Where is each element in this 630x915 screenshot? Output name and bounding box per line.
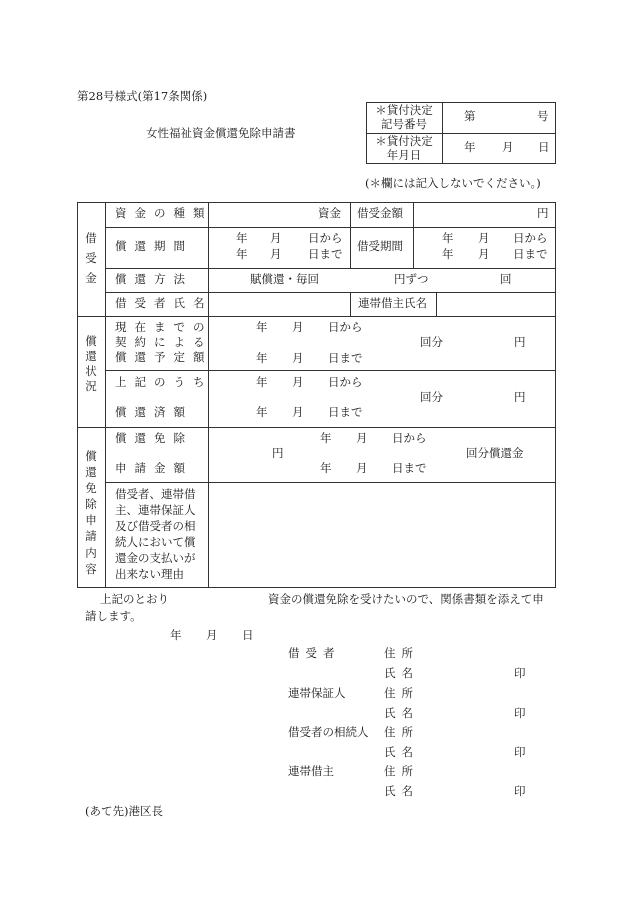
paid-times: 回分 [420,390,443,404]
statement-main: 資金の償還免除を受けたいので、関係書類を添えて申 [268,592,544,606]
name-label: 氏名 [384,784,419,798]
repay-end-day: 日まで [308,247,343,261]
borrow-end-day: 日まで [513,247,548,261]
repay-end-month: 月 [270,247,282,261]
decision-date-label: ＊貸付決定 [375,134,433,148]
decision-date-label-2: 年月日 [386,148,422,162]
repay-method-text: 賦償還・毎回 [250,272,319,286]
borrower-name-label: 借受者氏名 [115,296,213,310]
repay-start-month: 月 [270,231,282,245]
loan-amount-label: 借受金額 [357,206,403,220]
paid-end-year: 年 [256,405,268,419]
date-day: 日 [242,628,254,642]
loan-section-label: 借受金 [85,231,97,286]
exempt-end-year: 年 [320,461,332,475]
seal-mark: 印 [514,666,526,680]
seal-mark: 印 [514,784,526,798]
status-section-label: 償還状況 [85,334,97,393]
planned-label-1: 現在までの [115,320,213,334]
address-label: 住所 [384,725,419,739]
planned-yen: 円 [514,335,526,349]
seal-mark: 印 [514,745,526,759]
borrow-period-label: 借受期間 [357,239,403,253]
address-label: 住所 [384,764,419,778]
decision-day: 日 [538,140,550,154]
decision-month: 月 [502,140,514,154]
planned-end-year: 年 [256,351,268,365]
name-label: 氏名 [384,745,419,759]
exempt-yen: 円 [272,446,284,460]
address-label: 住所 [384,646,419,660]
repay-end-year: 年 [236,247,248,261]
signer-guarantor: 連帯保証人 [288,686,346,700]
decision-number-label-2: 記号番号 [381,117,427,131]
exempt-amount-label-1: 償還免除 [115,431,193,445]
paid-label-1: 上記のうち [115,375,213,389]
date-year: 年 [170,628,182,642]
date-month: 月 [206,628,218,642]
exempt-start-month: 月 [356,431,368,445]
planned-start-year: 年 [256,320,268,334]
paid-start-day: 日から [328,375,363,389]
reason-line-1: 借受者、連帯借 [115,487,196,501]
repay-start-year: 年 [236,231,248,245]
form-number: 第28号様式(第17条関係) [77,89,208,103]
repay-method-label: 償還方法 [115,272,193,286]
planned-label-2: 契約による [115,335,213,349]
reason-line-4: 続人において償 [115,535,196,549]
signer-borrower: 借受者 [288,646,341,660]
decision-year: 年 [464,140,476,154]
signer-coborrower: 連帯借主 [288,764,334,778]
planned-start-day: 日から [328,320,363,334]
borrow-start-day: 日から [513,231,548,245]
address-label: 住所 [384,686,419,700]
paid-label-2: 償還済額 [115,405,193,419]
exempt-times-repay: 回分償還金 [466,446,524,460]
addressee: (あて先)港区長 [85,804,163,818]
reason-line-3: 及び借受者の相 [115,519,196,533]
repay-times-text: 回 [500,272,512,286]
exempt-end-day: 日まで [392,461,427,475]
paid-start-year: 年 [256,375,268,389]
planned-label-3: 償還予定額 [115,350,213,364]
decision-number-label: ＊貸付決定 [375,103,433,117]
exemption-section-label: 償還免除申請内容 [85,449,97,576]
note: (＊欄には記入しないでください。) [365,176,541,190]
repay-start-day: 日から [308,231,343,245]
reason-line-5: 還金の支払いが [115,551,196,565]
exempt-start-day: 日から [392,431,427,445]
exempt-start-year: 年 [320,431,332,445]
statement-start: 上記のとおり [100,592,169,606]
name-label: 氏名 [384,706,419,720]
borrow-start-month: 月 [478,231,490,245]
reason-line-6: 出来ない理由 [115,567,184,581]
decision-number-suffix: 号 [537,109,549,123]
planned-times: 回分 [420,335,443,349]
planned-end-day: 日まで [328,351,363,365]
decision-number-prefix: 第 [464,109,476,123]
paid-start-month: 月 [292,375,304,389]
exempt-end-month: 月 [356,461,368,475]
loan-amount-unit: 円 [537,206,549,220]
repay-period-label: 償還期間 [115,239,193,253]
signer-heir: 借受者の相続人 [288,725,369,739]
name-label: 氏名 [384,666,419,680]
paid-yen: 円 [514,390,526,404]
paid-end-month: 月 [292,405,304,419]
borrow-end-year: 年 [442,247,454,261]
fund-type-label: 資金の種類 [115,206,213,220]
borrow-end-month: 月 [478,247,490,261]
borrow-start-year: 年 [442,231,454,245]
fund-suffix: 資金 [318,206,341,220]
planned-end-month: 月 [292,351,304,365]
reason-line-2: 主、連帯保証人 [115,503,196,517]
planned-start-month: 月 [292,320,304,334]
seal-mark: 印 [514,706,526,720]
paid-end-day: 日まで [328,405,363,419]
statement-end: 請します。 [85,609,142,623]
cosigner-name-label: 連帯借主氏名 [358,296,427,310]
exempt-amount-label-2: 申請金額 [115,461,193,475]
form-title: 女性福祉資金償還免除申請書 [146,126,296,140]
repay-each-text: 円ずつ [394,272,429,286]
